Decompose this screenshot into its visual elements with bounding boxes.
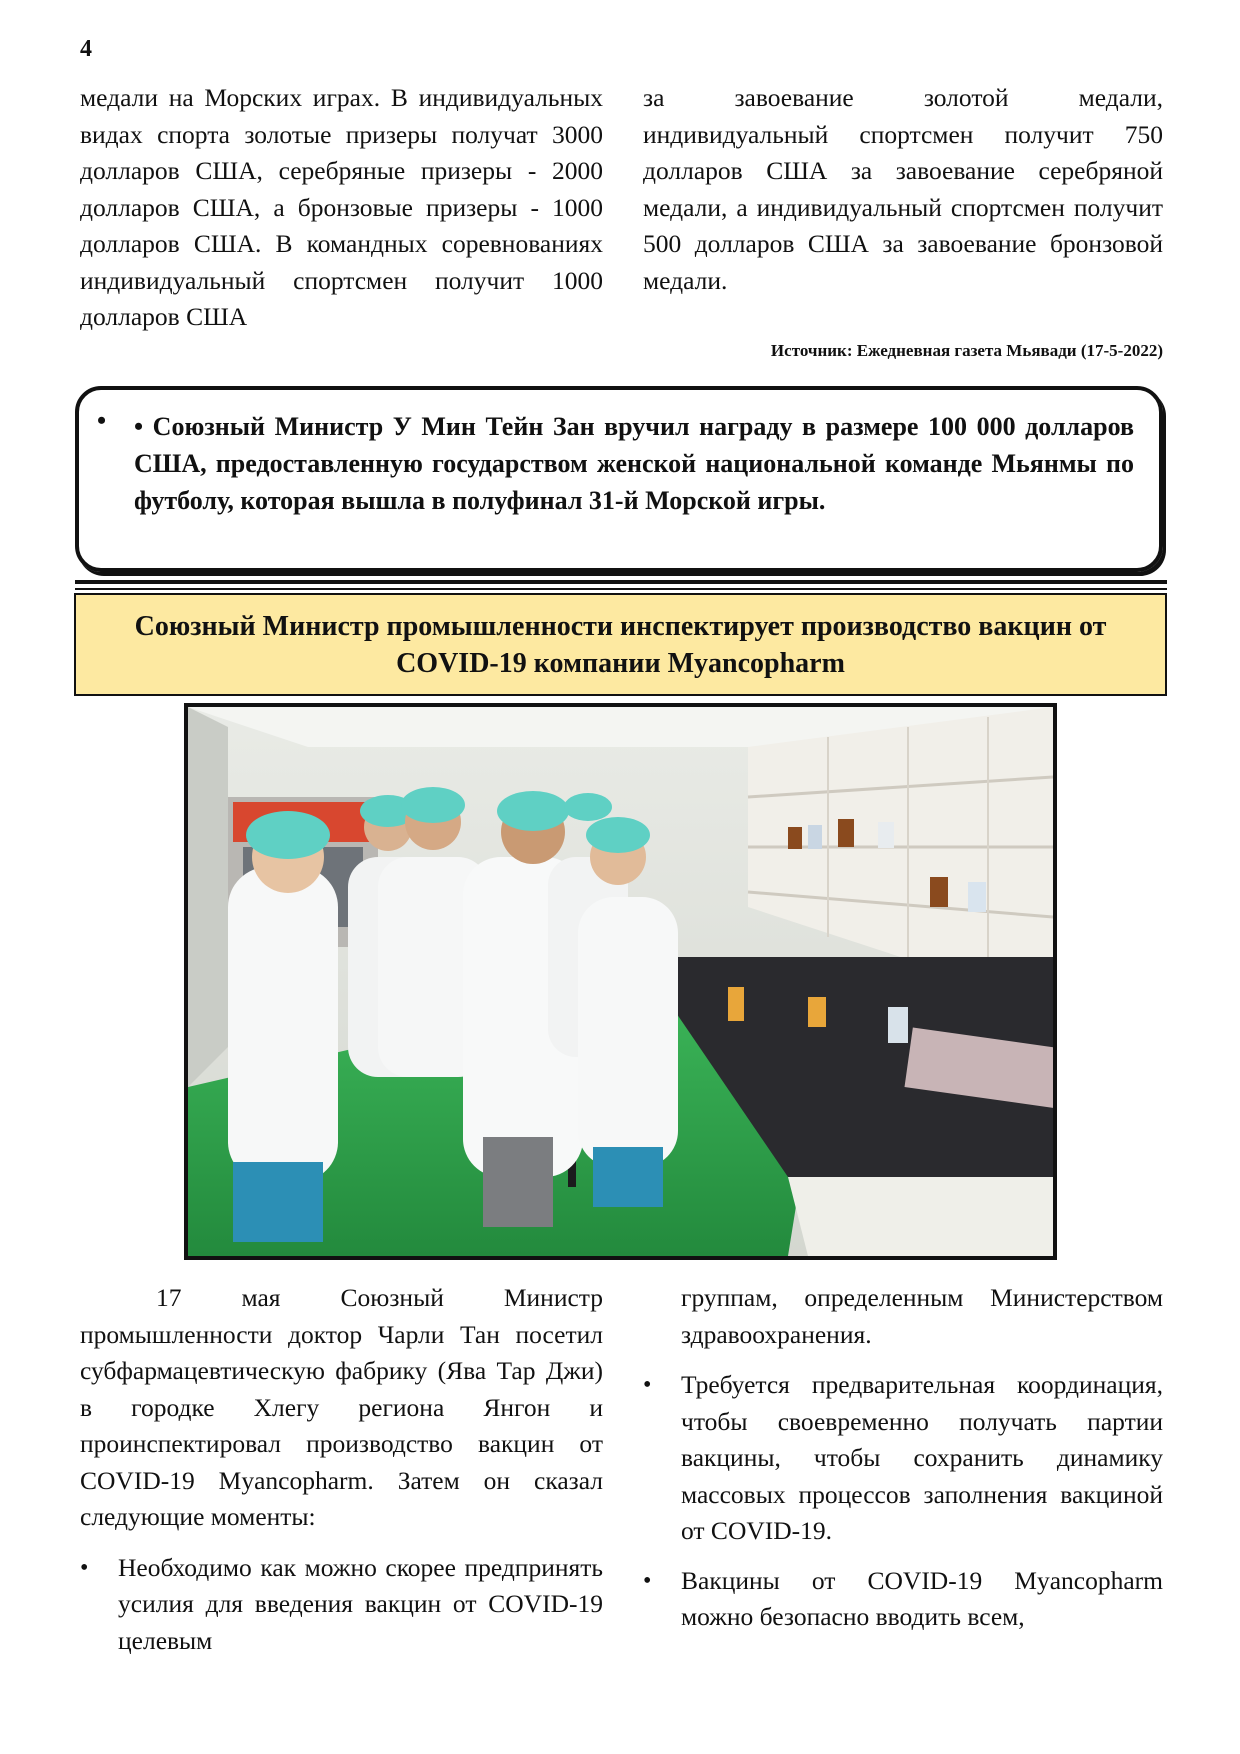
top-right-column xyxy=(643,80,1163,299)
page-number: 4 xyxy=(80,36,92,62)
list-item: • Необходимо как можно скорее предпринять усилия для введения вакцин от COVID-19 целевым xyxy=(80,1550,603,1660)
highlight-box xyxy=(75,386,1163,572)
highlight-text: • Союзный Министр У Мин Тейн Зан вручил награду в размере 100 000 долларов США, предоставленную государством женской национальной команде Мьянмы по футболу, которая вышла в полуфинал 31-й Морской игры. xyxy=(134,412,1134,515)
divider-thick xyxy=(75,580,1167,584)
bullet-continuation: группам, определенным Министерством здравоохранения. xyxy=(681,1283,1163,1349)
bottom-right-column xyxy=(643,1280,1163,1649)
article-photo xyxy=(184,703,1057,1260)
article-bullets-left xyxy=(80,1550,603,1660)
article-headline: Союзный Министр промышленности инспектирует производство вакцин от COVID-19 компании Myancopharm xyxy=(74,593,1167,696)
left-wall xyxy=(188,707,228,1087)
divider-thin xyxy=(75,588,1167,590)
list-item: • Требуется предварительная координация, чтобы своевременно получать партии вакцины, чтобы сохранить динамику массовых процессов заполнения вакциной от COVID-19. xyxy=(643,1367,1163,1550)
paragraph: за завоевание золотой медали, индивидуальный спортсмен получит 750 долларов США за завоевание серебряной медали, а индивидуальный спортсмен получит 500 долларов США за завоевание бронзовой медали. xyxy=(643,83,1163,295)
lab-inspection-photo xyxy=(188,707,1053,1256)
list-item: • Вакцины от COVID-19 Myancopharm можно безопасно вводить всем, xyxy=(643,1563,1163,1636)
article-intro: 17 мая Союзный Министр промышленности доктор Чарли Тан посетил субфармацевтическую фабрику (Ява Тар Джи) в городке Хлегу региона Янгон и проинспектировал производство вакцин от COVID-19 Myancopharm. Затем он сказал следующие моменты: xyxy=(80,1283,603,1531)
bullet-icon: • xyxy=(97,406,107,435)
top-left-column xyxy=(80,80,603,336)
source-citation: Источник: Ежедневная газета Мьявади (17-5-2022) xyxy=(770,341,1163,360)
article-bullets-right xyxy=(643,1367,1163,1636)
paragraph: медали на Морских играх. В индивидуальных видах спорта золотые призеры получат 3000 долларов США, серебряные призеры - 2000 долларов США, а бронзовые призеры - 1000 долларов США. В командных соревнованиях индивидуальный спортсмен получит 1000 долларов США xyxy=(80,83,603,331)
bottom-left-column xyxy=(80,1280,603,1672)
